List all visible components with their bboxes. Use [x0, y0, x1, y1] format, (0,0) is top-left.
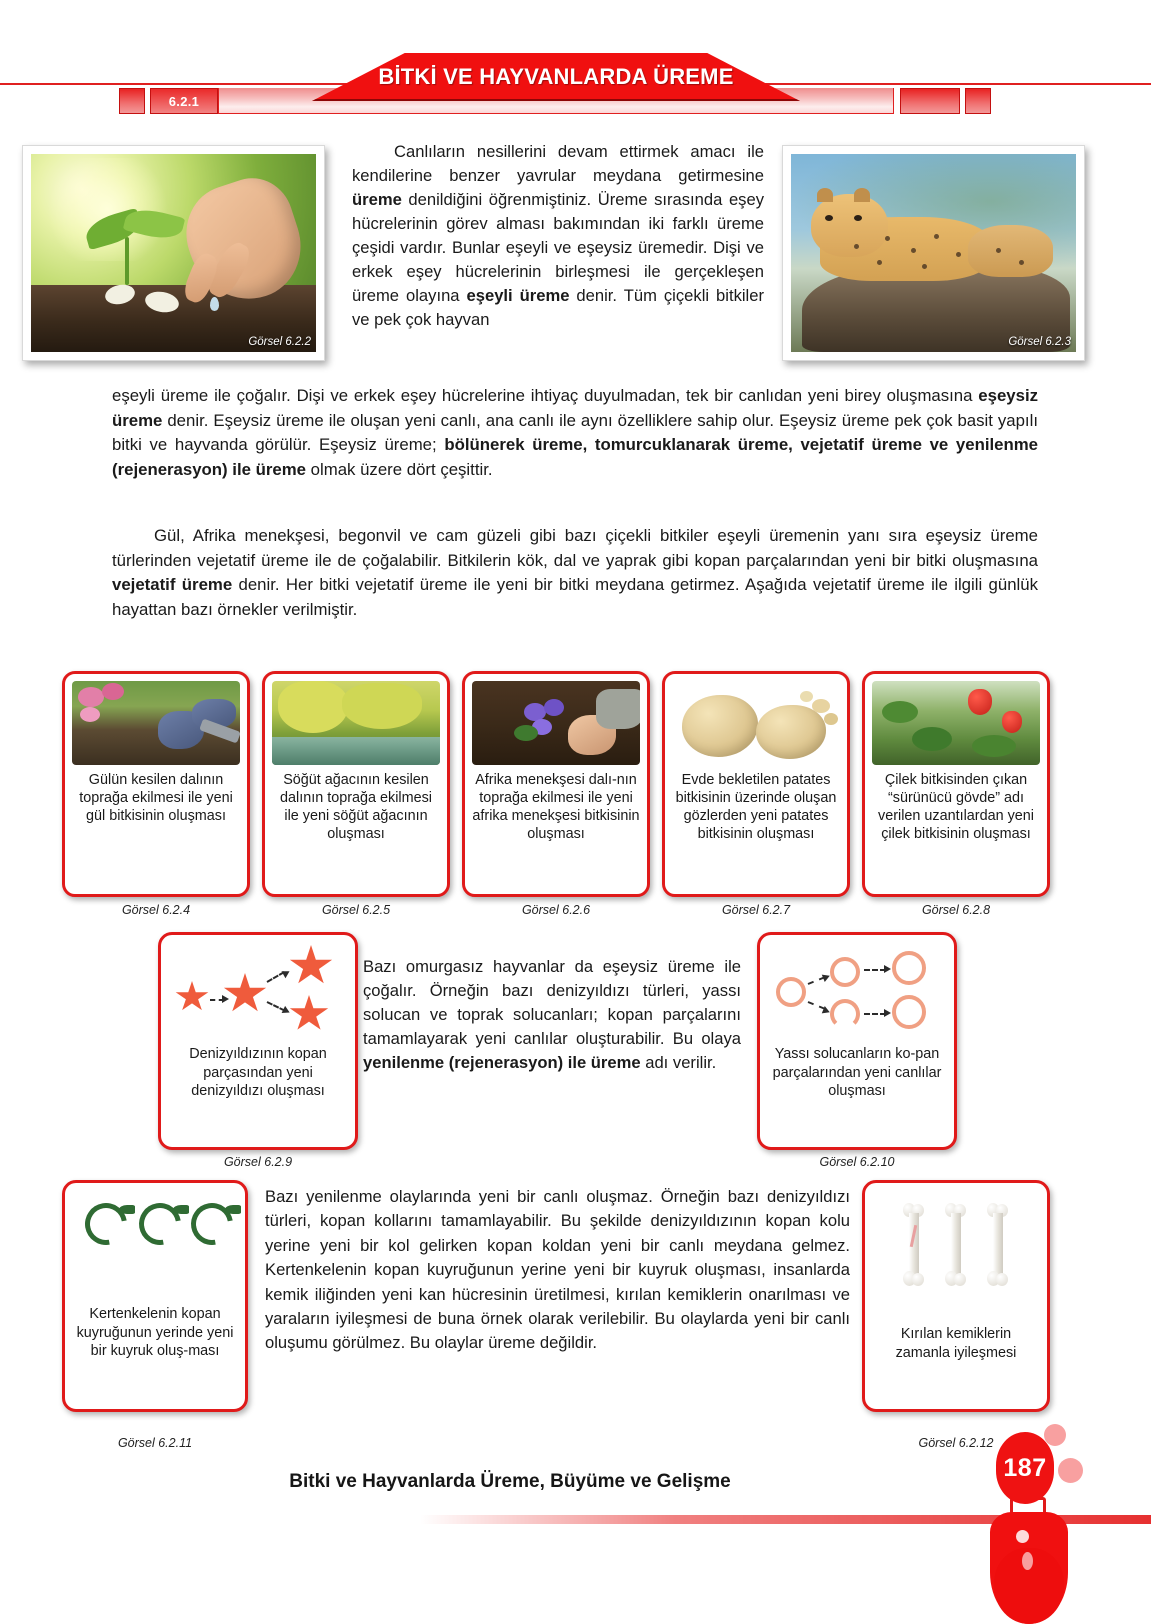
decorative-bubble — [1058, 1458, 1083, 1483]
paragraph-regeneration — [363, 955, 741, 1075]
pond-water — [272, 737, 440, 765]
cheetah-spot — [922, 264, 927, 269]
flatworm-icon — [830, 999, 860, 1029]
bone-icon — [903, 1203, 925, 1287]
paragraph-vegetative — [112, 524, 1038, 623]
arrow-head-icon — [281, 968, 291, 978]
lizard-card-caption: Kertenkelenin kopan kuyruğunun yerinde yeni bir kuyruk oluş-ması — [76, 1306, 234, 1360]
flatworm-diagram — [768, 943, 946, 1039]
strawberry-leaf — [912, 727, 952, 751]
rose-bloom — [80, 707, 100, 722]
starfish-card-caption: Denizyıldızının kopan parçasından yeni denizyıldızı oluşması — [189, 1046, 327, 1100]
term-vejetatif-ureme: vejetatif üreme — [112, 575, 233, 595]
intro-text-part-1: Canlıların nesillerini devam ettirmek amacı ile kendilerine benzer yavrular meydana getirmesine — [352, 142, 764, 186]
term-yenilenme: yenilenme (rejenerasyon) ile üreme — [363, 1053, 641, 1073]
lizard-diagram — [73, 1191, 237, 1299]
paragraph-asexual — [112, 384, 1038, 483]
starfish-icon — [223, 973, 267, 1015]
willow-card-caption: Söğüt ağacının kesilen dalının toprağa ekilmesi ile yeni söğüt ağacının oluşması — [280, 772, 432, 843]
violet-card — [462, 671, 650, 897]
sprout-stem — [125, 237, 129, 285]
image-caption: Görsel 6.2.2 — [248, 336, 311, 348]
rose-card-label: Görsel 6.2.4 — [121, 903, 191, 917]
rose-bloom — [102, 683, 124, 700]
starfish-card-label: Görsel 6.2.9 — [223, 1155, 293, 1169]
lizard-icon — [183, 1195, 241, 1253]
term-ureme: üreme — [352, 190, 402, 210]
lizard-head-icon — [119, 1205, 135, 1214]
willow-canopy — [278, 681, 348, 733]
intro-paragraph — [352, 140, 764, 332]
sleeve-shape — [596, 689, 640, 729]
cheetah-head — [811, 194, 888, 257]
potato-card-caption: Evde bekletilen patates bitkisinin üzerinde oluşan gözlerden yeni patates bitkisinin oluşması — [675, 772, 837, 843]
seedling-photo — [22, 145, 325, 361]
potato-card-label: Görsel 6.2.7 — [721, 903, 791, 917]
paragraph-not-reproduction: Bazı yenilenme olaylarında yeni bir canlı oluşmaz. Örneğin bazı denizyıldızı türleri, kopan kollarını tamamlayabilir. Bu şekilde denizyıldızının kopan kolu yerine yeni bir kol gelirken kopan koldan yeni bir canlı meydana gelmez. Kertenkelenin kopan kuyruğunun yerine yeni bir kuyruk oluşması, insanlarda kemik iliğinden yeni kan hücresinin üretilmesi, kırılan kemiklerin onarılması ve yaraların iyileşmesi de buna örnek olarak verilebilir. Bu olaylarda yeni bir canlı oluşumu görülmez. Bu olaylar üreme değildir. — [265, 1187, 850, 1353]
arrow-head-icon — [884, 1009, 891, 1017]
flatworm-icon — [892, 995, 926, 1029]
strawberry-leaf — [882, 701, 918, 723]
potato-sprout — [824, 713, 838, 725]
flatworm-card-caption: Yassı solucanların ko-pan parçalarından yeni canlılar oluşması — [772, 1046, 942, 1100]
strawberry-card — [862, 671, 1050, 897]
header-chip-right-inner — [900, 88, 960, 114]
cheetah-spot — [854, 244, 859, 249]
potato-sprout — [812, 699, 830, 713]
para1-part-2: denir. Eşeysiz üreme ile oluşan yeni canlı, ana canlı ile aynı özelliklere sahip olur. Eşeysiz üreme pek çok basit yapılı bitki ve hayvanda görülür. Eşeysiz üreme; — [112, 410, 1038, 455]
bone-icon — [945, 1203, 967, 1287]
cheetah-spot — [877, 260, 882, 265]
rose-card-caption: Gülün kesilen dalının toprağa ekilmesi ile yeni gül bitkisinin oluşması — [79, 772, 233, 825]
lizard-icon — [77, 1195, 135, 1253]
arrow-head-icon — [884, 965, 891, 973]
para2-part-1: Gül, Afrika menekşesi, begonvil ve cam güzeli gibi bazı çiçekli bitkiler eşeyli üremenin yanı sıra eşeysiz üreme türlerinden vejetatif üreme ile de çoğalabilir. Bitkilerin kök, dal ve yaprak gibi kopan parçalarından yeni bir bitki oluşmasına — [112, 526, 1038, 570]
image-caption: Görsel 6.2.3 — [1008, 336, 1071, 348]
mid-text-part-1: Bazı omurgasız hayvanlar da eşeysiz üreme ile çoğalır. Örneğin bazı denizyıldızı türleri, yassı solucan ve toprak solucanları; kopan parçalarını tamamlayarak yeni canlılar oluşturabilir. Bu olaya — [363, 957, 741, 1049]
sun-glow-icon — [42, 158, 173, 261]
flatworm-card-label: Görsel 6.2.10 — [819, 1155, 895, 1169]
violet-card-label: Görsel 6.2.6 — [521, 903, 591, 917]
flatworm-icon — [892, 951, 926, 985]
header-chip-left-outer — [119, 88, 145, 114]
intro-text-part-2: denildiğini öğrenmiştiniz. Üreme sırasında eşey hücrelerinin görev alması bakımından iki farklı üreme çeşidi vardır. Bunlar eşeyli ve eşeysiz üremedir. Dişi ve erkek eşey hücrelerinin birleşmesi ile gerçekleşen üreme olayına — [352, 190, 764, 306]
term-eseyli-ureme: eşeyli üreme — [466, 286, 570, 306]
term-four-types: bölünerek üreme, tomurcuklanarak üreme, vejetatif üreme ve yenilenme (rejenerasyon) ile üreme — [112, 435, 1038, 480]
bone-icon — [987, 1203, 1009, 1287]
decorative-bubble — [1016, 1530, 1029, 1543]
violet-card-image — [472, 681, 640, 765]
bone-diagram — [873, 1191, 1039, 1319]
bone-knob — [954, 1273, 966, 1286]
flatworm-icon — [830, 957, 860, 987]
arrow-line — [864, 1013, 886, 1015]
arrow-head-icon — [222, 995, 229, 1003]
decorative-bubble — [1044, 1424, 1066, 1446]
rose-card-image — [72, 681, 240, 765]
cheetah-spot — [934, 234, 939, 239]
strawberry-card-caption: Çilek bitkisinden çıkan “sürünücü gövde” adı verilen uzantılardan yeni çilek bitkisinin oluşması — [878, 772, 1034, 843]
willow-card-image — [272, 681, 440, 765]
strawberry-card-image — [872, 681, 1040, 765]
page-number-badge: 187 — [996, 1432, 1054, 1504]
flatworm-card — [757, 932, 957, 1150]
starfish-icon — [289, 995, 329, 1033]
term-eseysiz-ureme: eşeysiz üreme — [112, 386, 1038, 430]
rose-bloom — [78, 687, 104, 707]
arrow-line — [864, 969, 886, 971]
willow-card — [262, 671, 450, 897]
violet-leaf — [514, 725, 538, 741]
violet-card-caption: Afrika menekşesi dalı-nın toprağa ekilmesi ile yeni afrika menekşesi bitkisinin oluşması — [472, 772, 640, 843]
objective-code: 6.2.1 — [168, 93, 200, 109]
page-title: BİTKİ VE HAYVANLARDA ÜREME — [378, 64, 734, 89]
potato-card-image — [672, 681, 840, 765]
flatworm-icon — [776, 977, 806, 1007]
potato-sprout — [800, 691, 813, 702]
decorative-bubble — [1022, 1552, 1033, 1570]
strawberry-card-label: Görsel 6.2.8 — [921, 903, 991, 917]
para2-part-2: denir. Her bitki vejetatif üreme ile yeni bir bitki meydana getirmez. Aşağıda vejetatif üreme ile ilgili günlük hayattan bazı örnekler verilmiştir. — [112, 575, 1039, 620]
header-chip-right-outer — [965, 88, 991, 114]
strawberry-fruit — [1002, 711, 1022, 733]
bone-card-caption: Kırılan kemiklerin zamanla iyileşmesi — [895, 1326, 1017, 1361]
bone-shaft — [993, 1213, 1003, 1279]
potato-card — [662, 671, 850, 897]
lizard-card-label: Görsel 6.2.11 — [117, 1436, 193, 1450]
willow-card-label: Görsel 6.2.5 — [321, 903, 391, 917]
chapter-footer-title: Bitki ve Hayvanlarda Üreme, Büyüme ve Gelişme — [289, 1471, 731, 1492]
bone-card-label: Görsel 6.2.12 — [918, 1436, 994, 1450]
arrow-head-icon — [282, 1006, 292, 1016]
bone-knob — [912, 1273, 924, 1286]
cheetah-cub — [968, 225, 1054, 276]
lizard-card — [62, 1180, 248, 1412]
cheetah-ear-right — [854, 188, 870, 202]
strawberry-fruit — [968, 689, 992, 715]
rose-card — [62, 671, 250, 897]
starfish-diagram — [169, 943, 347, 1039]
bone-knob — [996, 1273, 1008, 1286]
lizard-icon — [131, 1195, 189, 1253]
lizard-head-icon — [173, 1205, 189, 1214]
cheetah-spot — [911, 248, 916, 253]
mid-text-part-2: adı verilir. — [640, 1053, 717, 1073]
strawberry-leaf — [972, 735, 1016, 757]
bone-card — [862, 1180, 1050, 1412]
bone-shaft — [951, 1213, 961, 1279]
para1-part-1: eşeyli üreme ile çoğalır. Dişi ve erkek eşey hücrelerine ihtiyaç duyulmadan, tek bir canlıdan yeni birey oluşmasına — [112, 386, 979, 405]
cheetah-spot — [1019, 260, 1024, 265]
starfish-icon — [175, 981, 209, 1013]
violet-flower — [544, 699, 564, 716]
cheetah-photo — [782, 145, 1085, 361]
cheetah-ear-left — [817, 188, 833, 202]
starfish-card — [158, 932, 358, 1150]
lizard-head-icon — [225, 1205, 241, 1214]
para1-part-3: olmak üzere dört çeşittir. — [306, 460, 493, 480]
starfish-icon — [289, 945, 333, 987]
intro-text-part-3: denir. Tüm çiçekli bitkiler ve pek çok hayvan — [352, 286, 764, 330]
willow-canopy — [342, 683, 422, 729]
